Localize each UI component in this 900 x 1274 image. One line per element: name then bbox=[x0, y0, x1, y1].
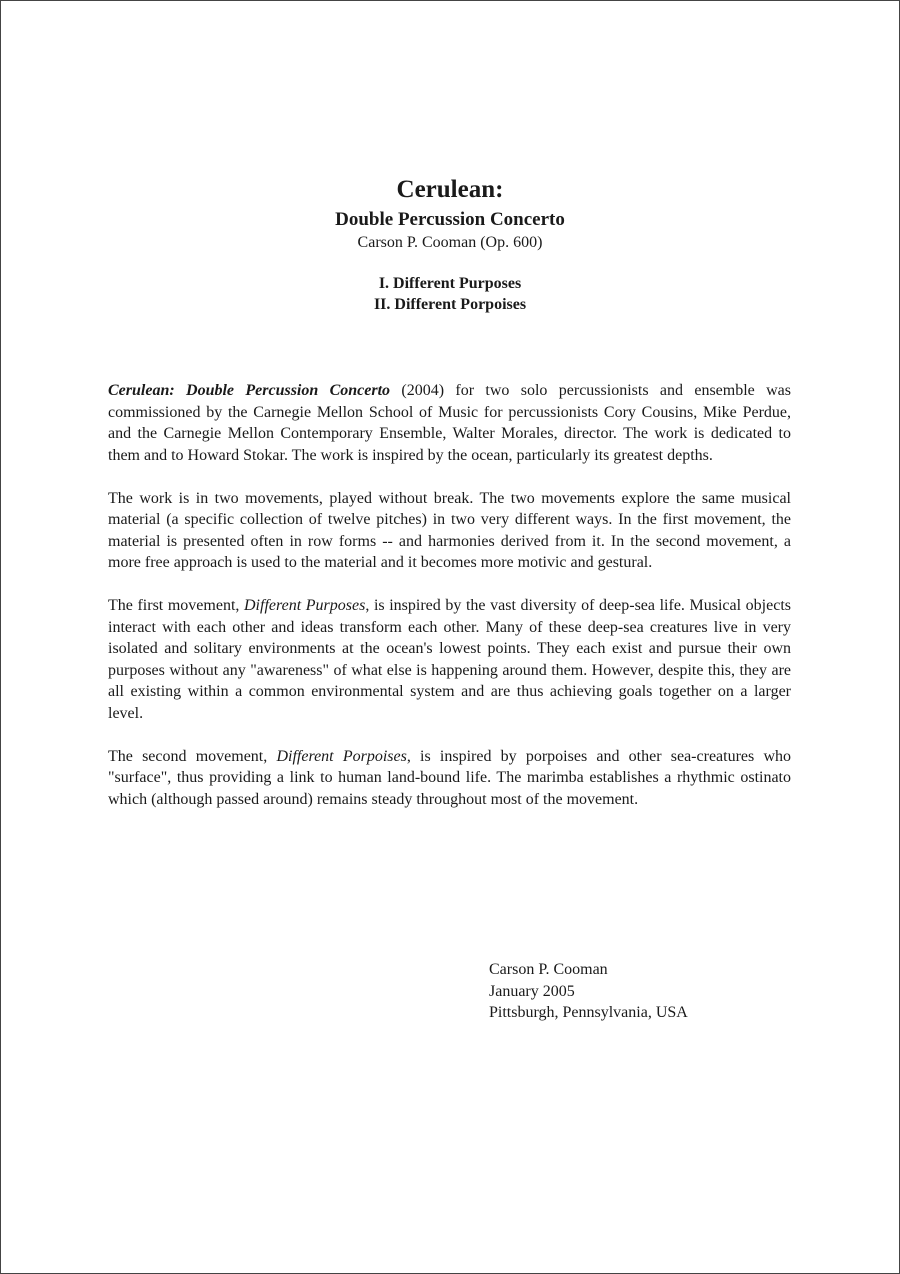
work-title-italic: Cerulean: Double Percussion Concerto bbox=[108, 382, 391, 399]
movement-1: I. Different Purposes bbox=[378, 275, 522, 292]
paragraph-3-before: The first movement, bbox=[108, 597, 244, 614]
document-title: Cerulean: bbox=[396, 176, 504, 203]
paragraph-4-before: The second movement, bbox=[108, 747, 277, 765]
paragraph-3 bbox=[108, 595, 791, 724]
composer-line: Carson P. Cooman (Op. 600) bbox=[357, 234, 543, 251]
program-note bbox=[108, 380, 791, 832]
paragraph-4 bbox=[108, 746, 791, 811]
document-subtitle: Double Percussion Concerto bbox=[335, 209, 565, 230]
movement-2: II. Different Porpoises bbox=[373, 296, 527, 313]
movement-list bbox=[0, 273, 900, 315]
signature-place: Pittsburgh, Pennsylvania, USA bbox=[489, 1004, 688, 1021]
paragraph-3-after: , is inspired by the vast diversity of deep-sea life. Musical objects interact with each other and ideas transform each other. Many of these deep-sea creatures live in very isolated and solitary environments at the ocean's lowest points. They each exist and pursue their own purposes without any "awareness" of what else is happening around them. However, despite this, they are all existing within a common environmental system and are thus achieving goals together on a larger level. bbox=[108, 597, 791, 722]
paragraph-1-text: (2004) for two solo percussionists and ensemble was commissioned by the Carnegie Mellon School of Music for percussionists Cory Cousins, Mike Perdue, and the Carnegie Mellon Contemporary Ensemble, Walter Morales, director. The work is dedicated to them and to Howard Stokar. The work is inspired by the ocean, particularly its greatest depths. bbox=[108, 382, 791, 464]
movement-1-title-italic: Different Purposes bbox=[244, 597, 366, 614]
signature-date: January 2005 bbox=[489, 982, 575, 1000]
paragraph-2-text: The work is in two movements, played without break. The two movements explore the same musical material (a specific collection of twelve pitches) in two very different ways. In the first movement, the material is presented often in row forms -- and harmonies derived from it. In the second movement, a more free approach is used to the material and it becomes more motivic and gestural. bbox=[108, 489, 791, 571]
paragraph-4-after: , is inspired by porpoises and other sea-creatures who "surface", thus providing a link to human land-bound life. The marimba establishes a rhythmic ostinato which (although passed around) remains steady throughout most of the movement. bbox=[108, 747, 792, 808]
document-header bbox=[0, 174, 900, 315]
paragraph-2 bbox=[108, 488, 791, 574]
signature-name: Carson P. Cooman bbox=[489, 961, 608, 978]
movement-2-title-italic: Different Porpoises bbox=[276, 747, 407, 765]
paragraph-1 bbox=[108, 380, 791, 466]
signature-block bbox=[489, 959, 688, 1024]
